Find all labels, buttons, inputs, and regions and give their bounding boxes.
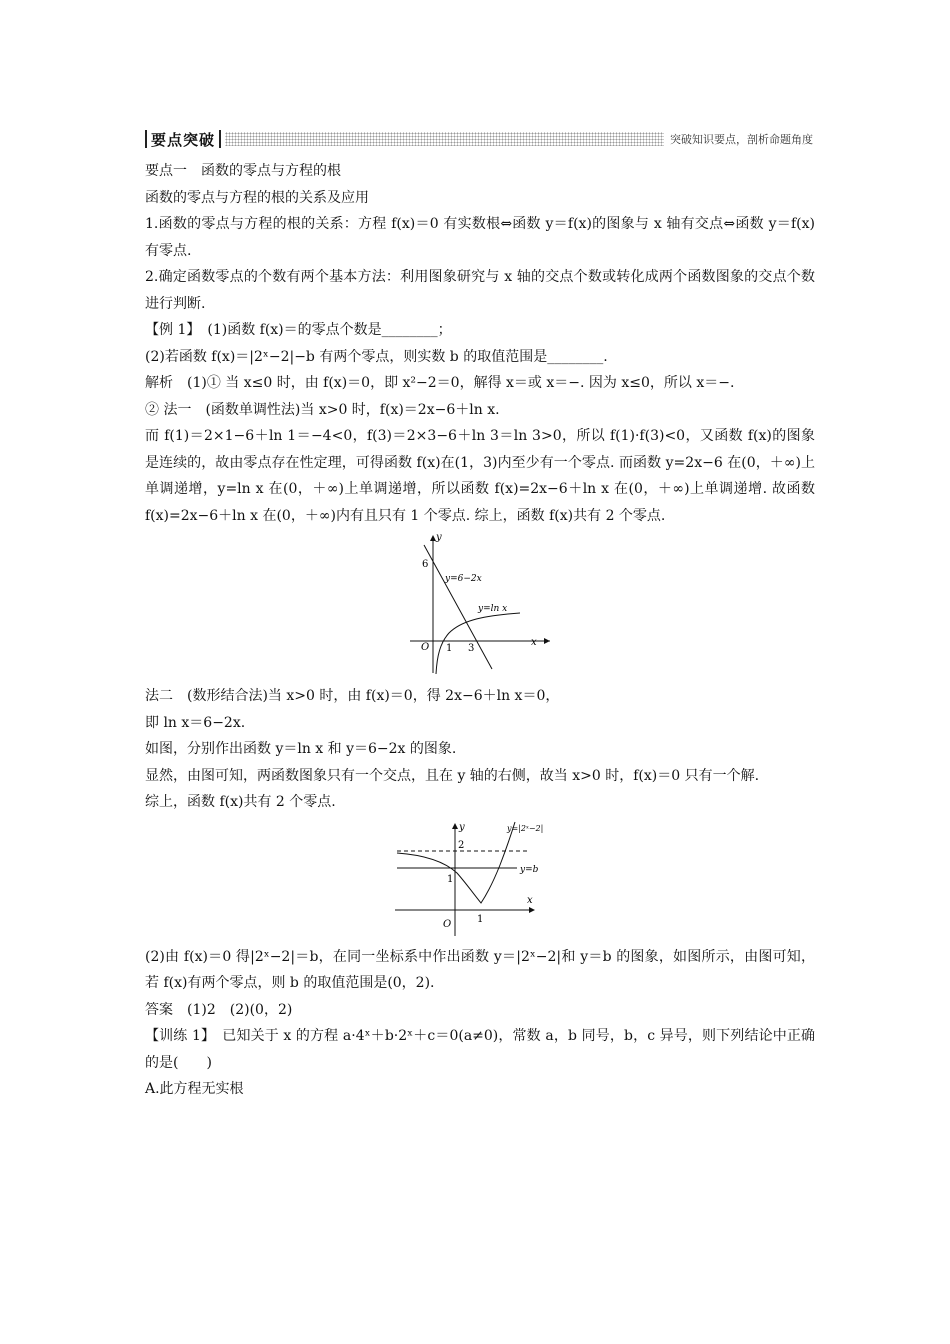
line-label: y=b — [520, 864, 539, 875]
solution-monotonic: 而 f(1)＝2×1−6＋ln 1＝−4<0，f(3)＝2×3−6＋ln 3＝ln 3>0，所以 f(1)·f(3)<0，又函数 f(x)的图象是连续的，故由零点存在性定理，可得函数 f(x)在(1，3)内至少有一个零点. 而函数 y=2x−6 在(0，＋∞)上单调递增，y=ln x 在(0，＋∞)上单调递增，所以函数 f(x)=2x−6＋ln x 在(0，＋∞)上单调递增. 故函数 f(x)=2x−6＋ln x 在(0，＋∞)内有且只有 1 个零点. 综上，函数 f(x)共有 2 个零点. — [145, 428, 815, 524]
graph-abs-exp — [395, 818, 565, 940]
training-1-question: 【训练 1】 已知关于 x 的方程 a·4ˣ＋b·2ˣ＋c＝0(a≠0)，常数 a，b 同号，b，c 异号，则下列结论中正确的是( ) — [145, 1028, 815, 1071]
option-a: A.此方程无实根 — [145, 1081, 244, 1097]
tick-1-label: 1 — [446, 643, 453, 654]
equation-ln: 即 ln x＝6−2x. — [145, 714, 246, 731]
conclusion-total: 综上，函数 f(x)共有 2 个零点. — [145, 794, 336, 810]
y-axis-label: y — [436, 532, 442, 543]
tick-3-label: 3 — [468, 643, 475, 654]
paragraph-methods: 2.确定函数零点的个数有两个基本方法：利用图象研究与 x 轴的交点个数或转化成两个函数图象的交点个数进行判断. — [145, 269, 815, 312]
banner-subtitle: 突破知识要点，剖析命题角度 — [664, 131, 815, 147]
banner-title: 要点突破 — [151, 130, 216, 149]
solution-step-1: 解析 (1)① 当 x≤0 时，由 f(x)＝0，即 x²−2＝0，解得 x＝或 x＝−. 因为 x≤0，所以 x＝−. — [145, 375, 735, 391]
y-arrow — [452, 823, 458, 829]
banner-bar — [219, 130, 221, 148]
heading-point-one: 要点一 函数的零点与方程的根 — [145, 163, 341, 179]
line-label: y=6−2x — [445, 574, 482, 584]
section-banner — [145, 128, 815, 150]
example-1-part-2: (2)若函数 f(x)＝|2ˣ−2|−b 有两个零点，则实数 b 的取值范围是________. — [145, 348, 608, 365]
conclusion-one-root: 显然，由图可知，两函数图象只有一个交点，且在 y 轴的右侧，故当 x>0 时，f(x)＝0 只有一个解. — [145, 767, 760, 784]
banner-dotted-fill — [225, 132, 815, 146]
paragraph-relation: 1.函数的零点与方程的根的关系：方程 f(x)＝0 有实数根⇔函数 y＝f(x)的图象与 x 轴有交点⇔函数 y＝f(x)有零点. — [145, 216, 815, 259]
origin-label: O — [421, 642, 430, 653]
answer-line: 答案 (1)2 (2)(0，2) — [145, 1001, 293, 1018]
graph-ln-and-line — [400, 531, 560, 679]
tick-1x-label: 1 — [477, 913, 484, 925]
draw-graphs-text: 如图，分别作出函数 y＝ln x 和 y＝6−2x 的图象. — [145, 741, 457, 757]
x-axis-label: x — [527, 894, 533, 906]
figure-abs-exp — [145, 818, 815, 940]
tick-1y-label: 1 — [447, 873, 454, 885]
tick-6-label: 6 — [422, 559, 429, 570]
example-1-part-1: 【例 1】 (1)函数 f(x)＝的零点个数是________； — [145, 322, 452, 338]
x-arrow — [544, 638, 550, 644]
subheading: 函数的零点与方程的根的关系及应用 — [145, 189, 369, 206]
figure-ln-line — [145, 531, 815, 679]
origin-label: O — [443, 918, 452, 930]
solution-method-1: ② 法一 (函数单调性法)当 x>0 时，f(x)＝2x−6＋ln x. — [145, 401, 500, 418]
y-axis-label: y — [459, 821, 465, 833]
page-content — [145, 128, 815, 1103]
curve-abs-2x-minus-2 — [397, 822, 515, 903]
x-axis-label: x — [531, 637, 537, 648]
part-2-solution: (2)由 f(x)＝0 得|2ˣ−2|＝b，在同一坐标系中作出函数 y＝|2ˣ−2|和 y＝b 的图象，如图所示，由图可知，若 f(x)有两个零点，则 b 的取值范围是(0，2). — [145, 948, 815, 991]
tick-2-label: 2 — [458, 839, 465, 851]
curve-label: y=ln x — [478, 604, 508, 614]
solution-method-2: 法二 (数形结合法)当 x>0 时，由 f(x)＝0，得 2x−6＋ln x＝0， — [145, 688, 560, 704]
x-arrow — [529, 907, 535, 913]
curve-label: y=|2ˣ−2| — [507, 823, 544, 833]
